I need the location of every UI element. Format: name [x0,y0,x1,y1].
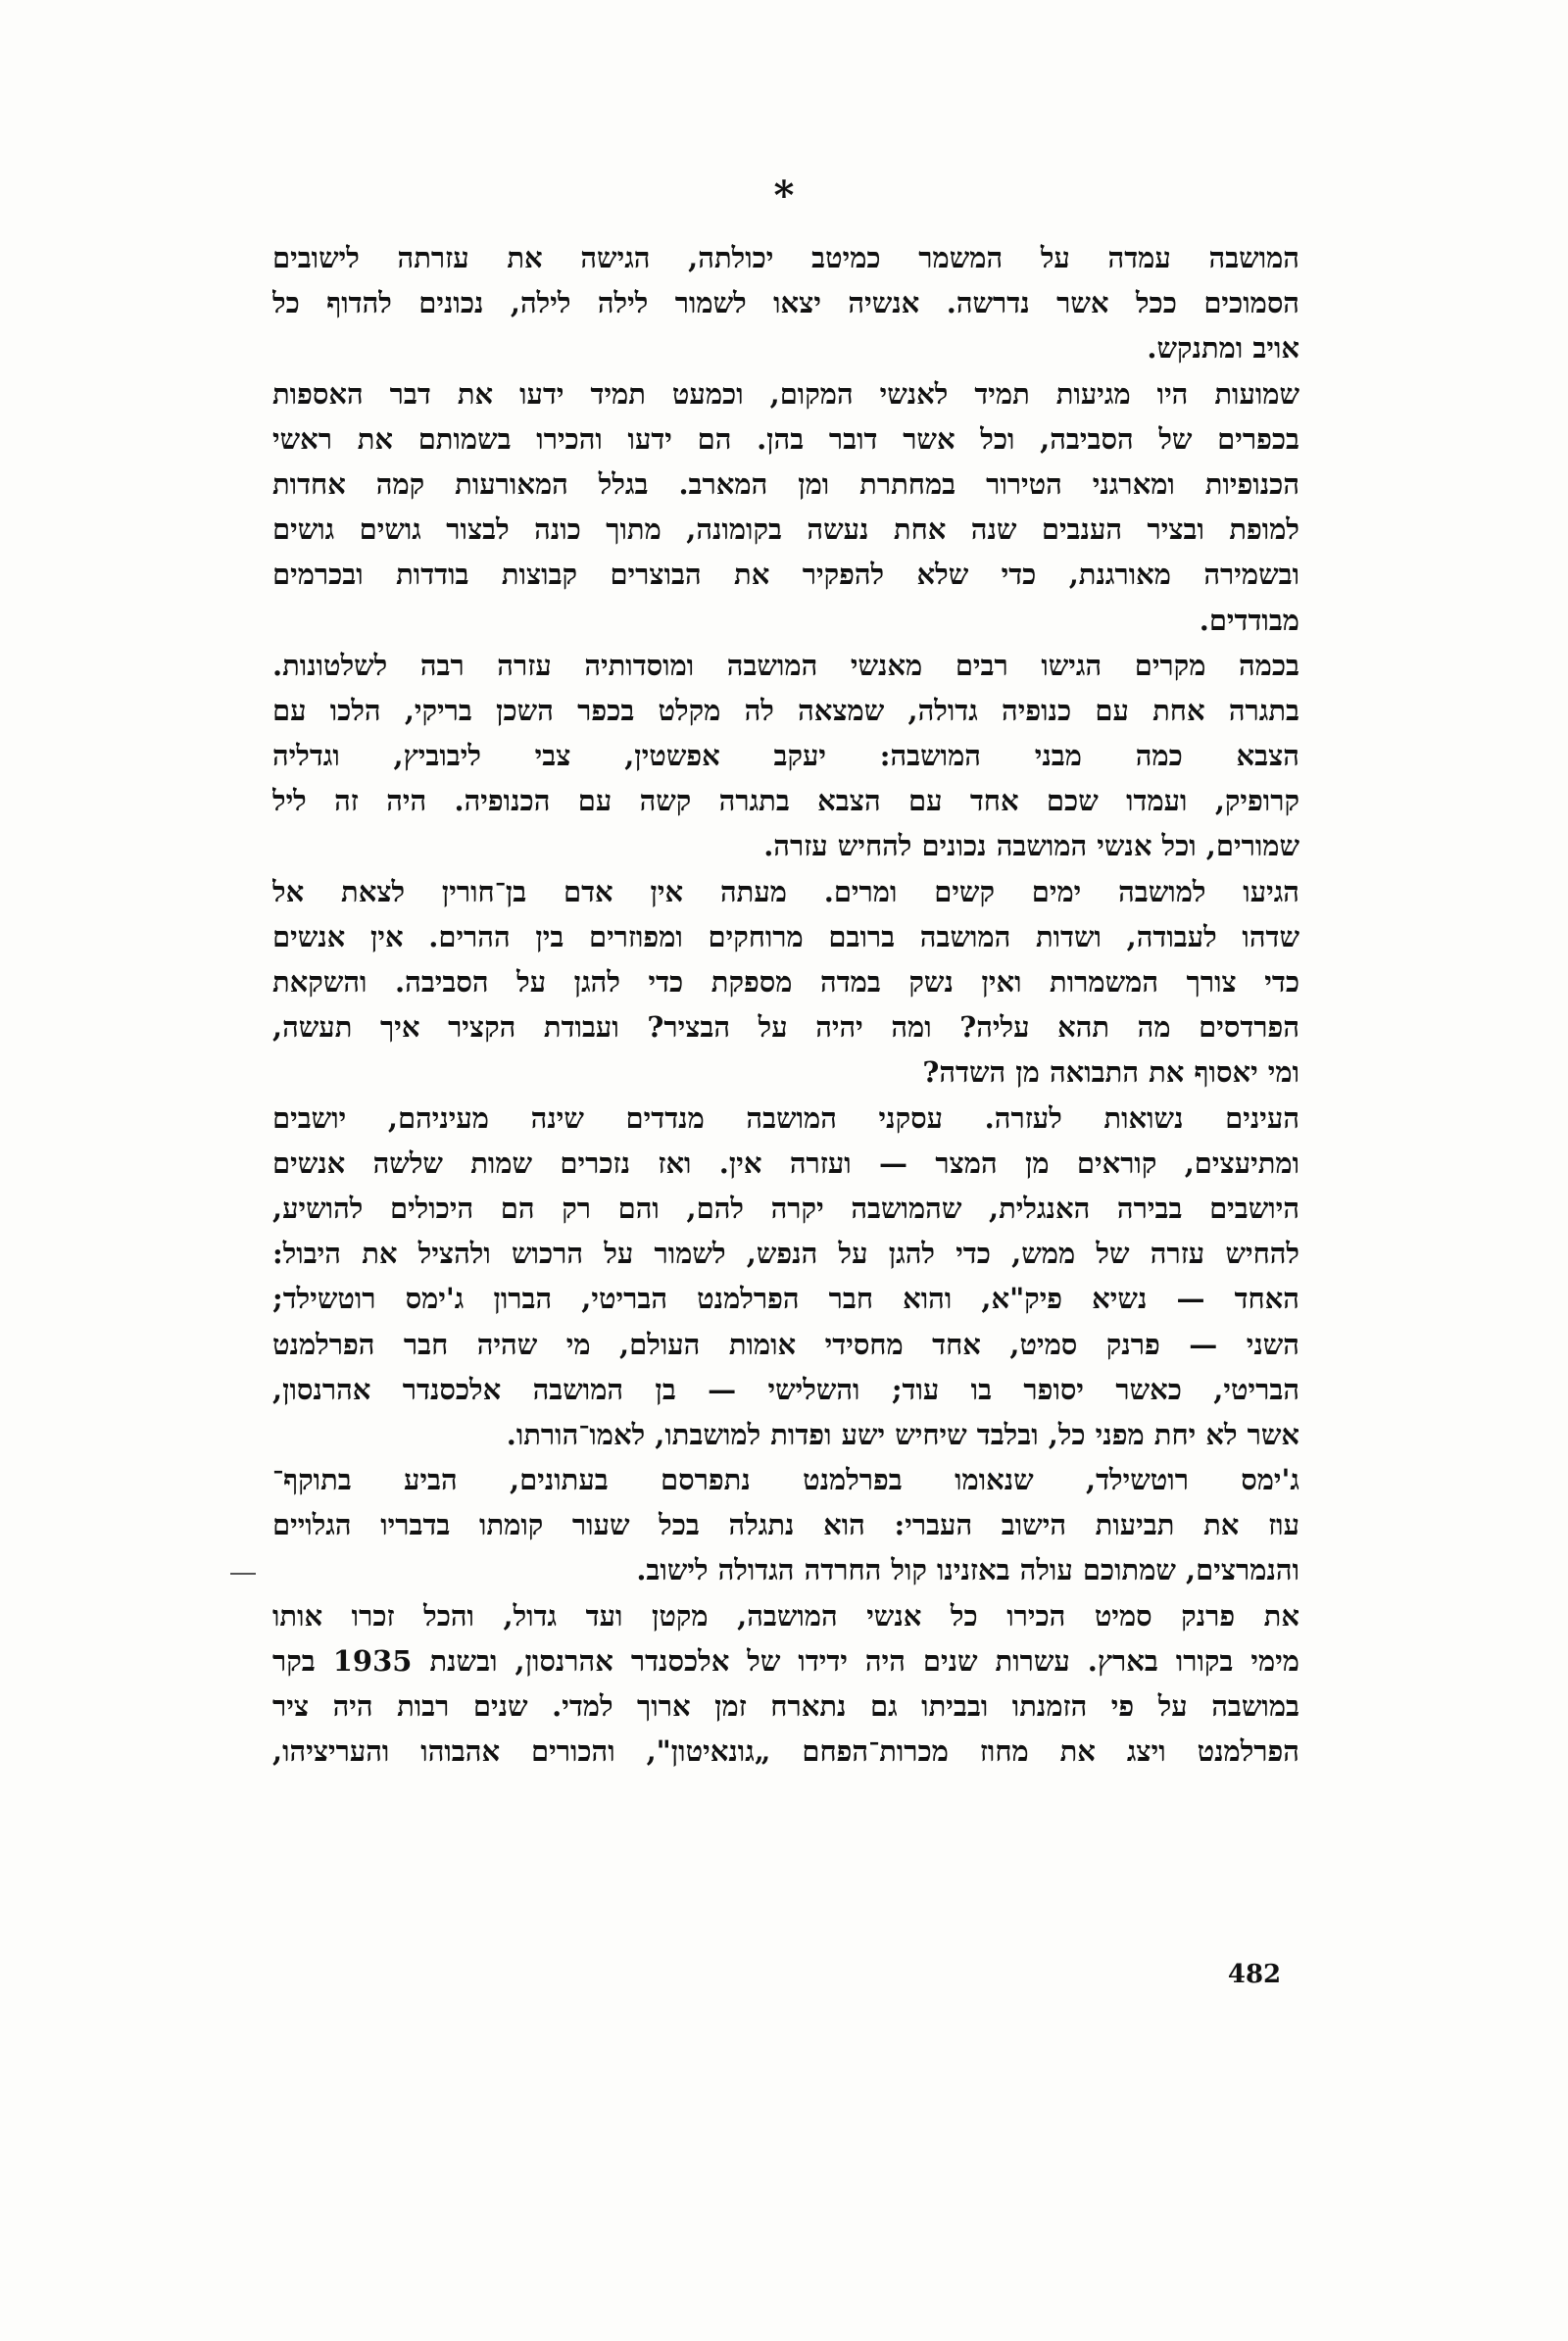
text-line: הבריטי, כאשר יסופר בו עוד; והשלישי — בן המושבה אלכסנדר אהרנסון, [272,1372,1299,1406]
text-line: אויב ומתנקש. [1147,331,1299,366]
text-line: הגיעו למושבה ימים קשים ומרים. מעתה אין אדם בן־חורין לצאת אל [272,874,1299,908]
text-line: המושבה עמדה על המשמר כמיטב יכולתה, הגישה את עזרתה לישובים [272,241,1299,274]
page-number: 482 [1227,1960,1282,1989]
text-line: להחיש עזרה של ממש, כדי להגן על הנפש, לשמור על הרכוש ולהציל את היבול: [272,1237,1299,1271]
text-line: שמורים, וכל אנשי המושבה נכונים להחיש עזרה. [763,829,1299,863]
text-line: ג'ימס רוטשילד, שנאומו בפרלמנט נתפרסם בעתונים, הביע בתוקף־ [272,1463,1299,1497]
text-line: הצבא כמה מבני המושבה: יעקב אפשטין, צבי ליבוביץ, וגדליה [272,739,1299,773]
text-line: קרופיק, ועמדו שכם אחד עם הצבא בתגרה קשה עם הכנופיה. היה זה ליל [272,784,1299,818]
text-line: שמועות היו מגיעות תמיד לאנשי המקום, וכמעט תמיד ידעו את דבר האספות [272,376,1299,411]
margin-mark [230,1573,256,1575]
text-line: למופת ובציר הענבים שנה אחת נעשה בקומונה, מתוך כונה לבצור גושים גושים [272,512,1299,547]
text-line: הסמוכים ככל אשר נדרשה. אנשיה יצאו לשמור לילה לילה, נכונים להדוף כל [272,286,1299,320]
body-text [272,235,1299,1774]
section-separator: * [773,172,795,219]
text-line: הפרדסים מה תהא עליה? ומה יהיה על הבציר? ועבודת הקציר איך תעשה, [272,1010,1299,1045]
text-line: ומי יאסוף את התבואה מן השדה? [922,1055,1299,1090]
text-line: הכנופיות ומארגני הטירור במחתרת ומן המארב. בגלל המאורעות קמה אחדות [272,466,1299,501]
text-line: השני — פרנק סמיט, אחד מחסידי אומות העולם, מי שהיה חבר הפרלמנט [272,1327,1299,1361]
text-line: עוז את תביעות הישוב העברי: הוא נתגלה בכל שעור קומתו בדבריו הגלויים [272,1508,1299,1542]
text-line: שדהו לעבודה, ושדות המושבה ברובם מרוחקים ומפוזרים בין ההרים. אין אנשים [272,919,1299,953]
text-line: ומתיעצים, קוראים מן המצר — ועזרה אין. ואז נזכרים שמות שלשה אנשים [272,1146,1299,1180]
text-line: במושבה על פי הזמנתו ובביתו גם נתארח זמן ארוך למדי. שנים רבות היה ציר [272,1689,1299,1723]
text-line: מבודדים. [1199,603,1299,637]
text-line: כדי צורך המשמרות ואין נשק במדה מספקת כדי להגן על הסביבה. והשקאת [272,965,1299,999]
text-line: בתגרה אחת עם כנופיה גדולה, שמצאה לה מקלט בכפר השכן בריקי, הלכו עם [272,693,1299,727]
text-line: בכמה מקרים הגישו רבים מאנשי המושבה ומוסדותיה עזרה רבה לשלטונות. [272,648,1299,682]
text-line: את פרנק סמיט הכירו כל אנשי המושבה, מקטן ועד גדול, והכל זכרו אותו [272,1598,1299,1633]
text-line: מימי בקורו בארץ. עשרות שנים היה ידידו של אלכסנדר אהרנסון, ובשנת 1935 בקר [272,1643,1299,1678]
text-line: העינים נשואות לעזרה. עסקני המושבה מנדדים שינה מעיניהם, יושבים [272,1100,1299,1135]
text-line: והנמרצים, שמתוכם עולה באזנינו קול החרדה הגדולה לישוב. [636,1553,1299,1587]
text-line: ובשמירה מאורגנת, כדי שלא להפקיר את הבוצרים קבוצות בודדות ובכרמים [272,558,1299,592]
text-line: האחד — נשיא פיק"א, והוא חבר הפרלמנט הבריטי, הברון ג'ימס רוטשילד; [272,1282,1299,1316]
text-line: אשר לא יחת מפני כל, ובלבד שיחיש ישע ופדות למושבתו, לאמו־הורתו. [506,1417,1299,1451]
text-line: היושבים בבירה האנגלית, שהמושבה יקרה להם, והם רק הם היכולים להושיע, [272,1191,1299,1225]
text-line: בכפרים של הסביבה, וכל אשר דובר בהן. הם ידעו והכירו בשמותם את ראשי [272,421,1299,456]
text-line: הפרלמנט ויצג את מחוז מכרות־הפחם „גונאיטון", והכורים אהבוהו והעריציהו, [272,1734,1299,1769]
